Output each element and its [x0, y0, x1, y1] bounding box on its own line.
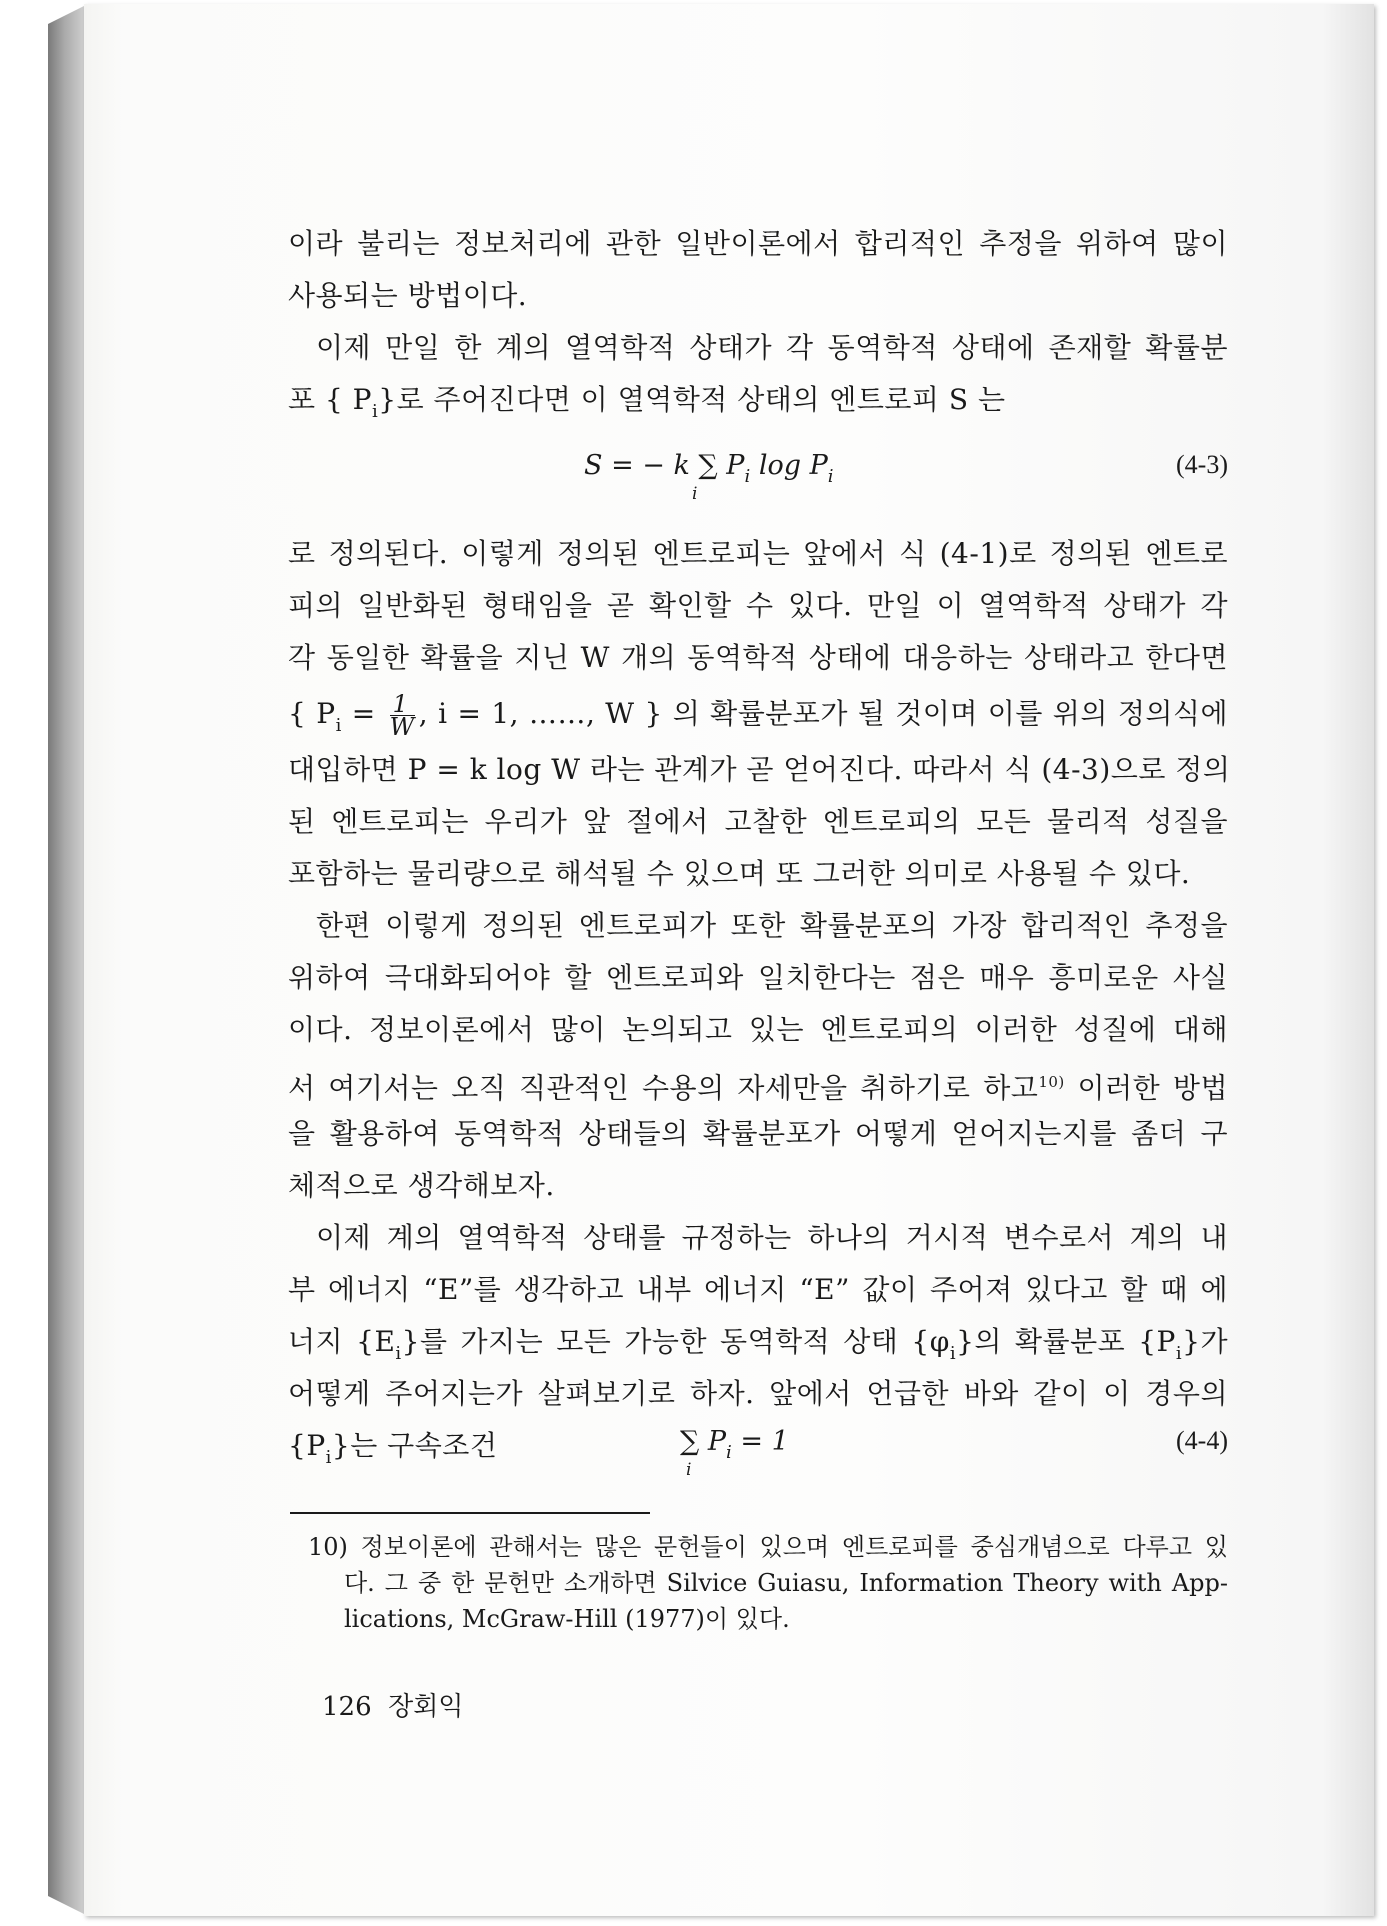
text-fragment: { P [288, 697, 336, 730]
sum-index: i [692, 484, 698, 504]
equation-lhs: S = − k ∑ P [584, 450, 745, 481]
fraction-denominator: W [389, 713, 415, 741]
equation-4-4-row [288, 1426, 1228, 1486]
equation-mid: log P [750, 450, 828, 481]
text-fragment: }의 확률분포 {P [956, 1325, 1176, 1358]
text-line [288, 1060, 1228, 1104]
text-line: 이제 계의 열역학적 상태를 규정하는 하나의 거시적 변수로서 계의 내 [316, 1221, 1228, 1254]
subscript: i [325, 1447, 332, 1468]
text-line: 어떻게 주어지는가 살펴보기로 하자. 앞에서 언급한 바와 같이 이 경우의 [288, 1377, 1228, 1410]
text-fragment: {P [288, 1429, 326, 1462]
subscript: i [744, 466, 751, 487]
text-line [288, 378, 1228, 422]
equation-formula [584, 450, 834, 504]
text-line: 체적으로 생각해보자. [288, 1169, 555, 1202]
text-line: 각 동일한 확률을 지닌 W 개의 동역학적 상태에 대응하는 상태라고 한다면 [288, 641, 1228, 674]
equation-mid: = 1 [731, 1426, 789, 1457]
text-fragment: }는 구속조건 [331, 1429, 498, 1462]
fraction-numerator: 1 [390, 693, 415, 716]
text-line: 이라 불리는 정보처리에 관한 일반이론에서 합리적인 추정을 위하여 많이 [288, 227, 1228, 260]
text-fragment: 이러한 방법 [1077, 1071, 1228, 1105]
footnote-line: 다. 그 중 한 문헌만 소개하면 Silvice Guiasu, Information Theory with App- [344, 1569, 1228, 1597]
equation-number: (4-3) [1176, 450, 1228, 479]
text-line: 부 에너지 “E”를 생각하고 내부 에너지 “E” 값이 주어져 있다고 할 때 에 [288, 1273, 1228, 1306]
sum-index: i [686, 1460, 692, 1480]
text-line: 포함하는 물리량으로 해석될 수 있으며 또 그러한 의미로 사용될 수 있다. [288, 857, 1191, 890]
subscript: i [726, 1442, 732, 1463]
text-line: 이다. 정보이론에서 많이 논의되고 있는 엔트로피의 이러한 성질에 대해 [288, 1013, 1228, 1046]
text-line [288, 1320, 1228, 1364]
text-fragment: 너지 {E [288, 1325, 396, 1358]
footnote-line: 10) 정보이론에 관해서는 많은 문헌들이 있으며 엔트로피를 중심개념으로 다루고 있 [308, 1533, 1228, 1561]
text-fragment: }가 [1182, 1325, 1228, 1358]
subscript: i [335, 715, 342, 736]
equation-4-3 [288, 450, 1228, 510]
page-number: 126 [322, 1692, 372, 1722]
subscript: i [949, 1343, 957, 1364]
equation-lhs: ∑ P [680, 1426, 727, 1457]
text-line: 위하여 극대화되어야 할 엔트로피와 일치한다는 점은 매우 흥미로운 사실 [288, 961, 1228, 994]
text-line: 피의 일반화된 형태임을 곧 확인할 수 있다. 만일 이 열역학적 상태가 각 [288, 589, 1228, 622]
text-line: 된 엔트로피는 우리가 앞 절에서 고찰한 엔트로피의 모든 물리적 성질을 [288, 805, 1228, 838]
text-fragment: 서 여기서는 오직 직관적인 수용의 자세만을 취하기로 하고 [288, 1071, 1039, 1105]
text-line: 로 정의된다. 이렇게 정의된 엔트로피는 앞에서 식 (4-1)로 정의된 엔트로 [288, 537, 1228, 570]
subscript: i [395, 1343, 402, 1364]
text-fragment: = [341, 697, 386, 730]
subscript: i [1175, 1343, 1183, 1364]
text-line: 대입하면 P = k log W 라는 관계가 곧 얻어진다. 따라서 식 (4-3)으로 정의 [288, 753, 1231, 786]
text-line: 이제 만일 한 계의 열역학적 상태가 각 동역학적 상태에 존재할 확률분 [316, 331, 1228, 364]
footnote-line: lications, McGraw-Hill (1977)이 있다. [344, 1605, 790, 1633]
text-fragment: }로 주어진다면 이 열역학적 상태의 엔트로피 S 는 [378, 383, 1006, 416]
footnote-rule [290, 1512, 650, 1514]
running-author: 장회익 [388, 1692, 464, 1722]
subscript: i [372, 401, 379, 422]
subscript: i [827, 466, 834, 487]
text-line: 사용되는 방법이다. [288, 279, 528, 312]
book-spine-edge [48, 6, 84, 1914]
text-line [288, 688, 1228, 740]
text-fragment: }를 가지는 모든 가능한 동역학적 상태 {φ [401, 1325, 950, 1358]
footnote-marker: 10) [1038, 1073, 1065, 1091]
text-line: 을 활용하여 동역학적 상태들의 확률분포가 어떻게 얻어지는지를 좀더 구 [288, 1117, 1228, 1150]
fraction [389, 690, 415, 741]
text-fragment: , i = 1, ……, W [418, 697, 635, 730]
equation-number: (4-4) [1176, 1426, 1228, 1455]
text-fragment: } 의 확률분포가 될 것이며 이를 위의 정의식에 [644, 697, 1229, 730]
text-line: 한편 이렇게 정의된 엔트로피가 또한 확률분포의 가장 합리적인 추정을 [316, 909, 1228, 942]
text-fragment: 포 { P [288, 383, 373, 416]
page-folio [322, 1686, 464, 1723]
equation-formula [680, 1426, 789, 1480]
